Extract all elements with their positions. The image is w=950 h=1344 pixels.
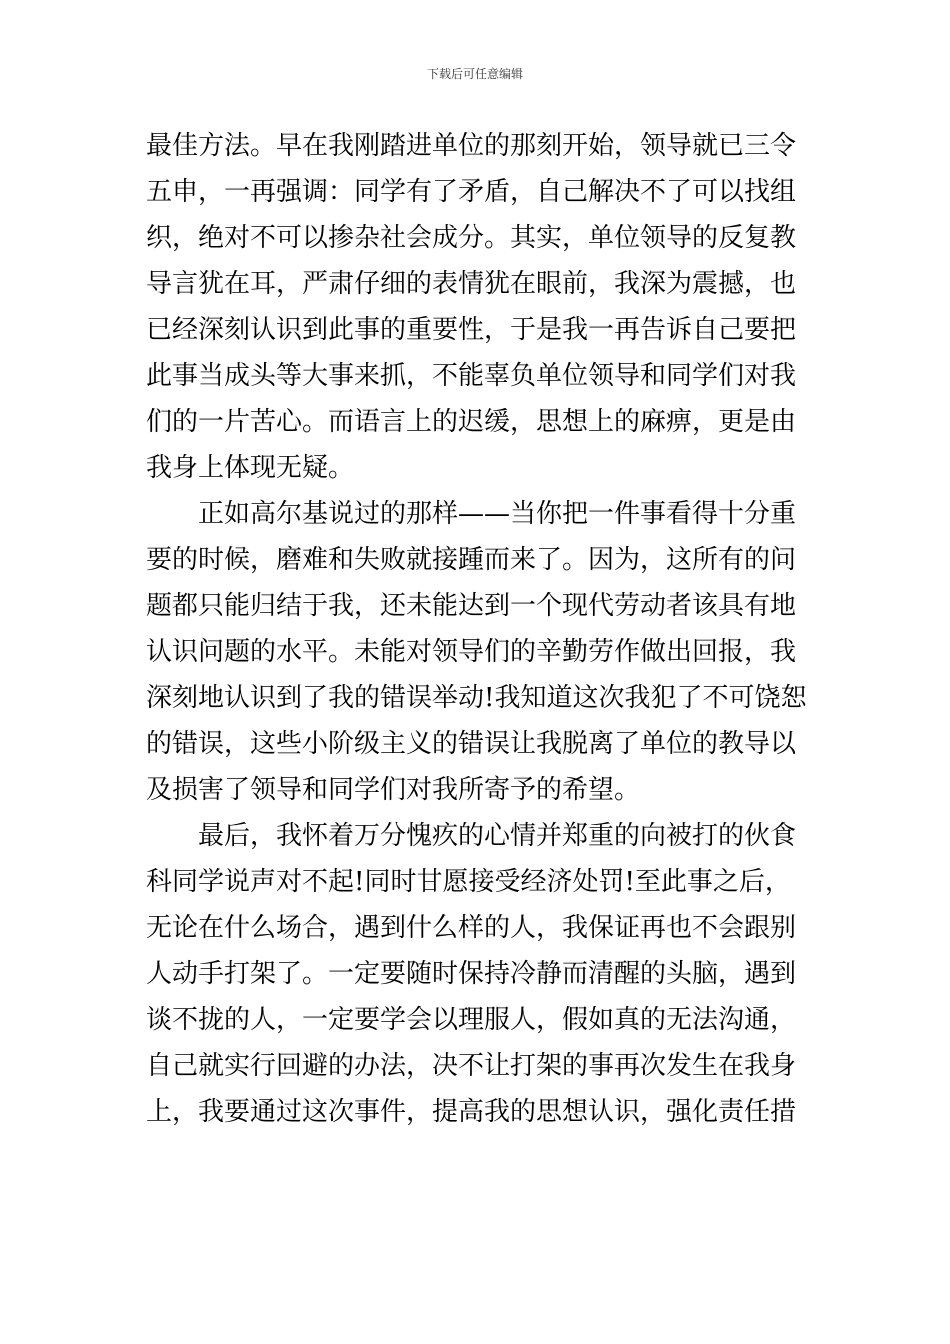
text-line: 已经深刻认识到此事的重要性，于是我一再告诉自己要把 [146,315,797,345]
text-line: 及损害了领导和同学们对我所寄予的希望。 [146,775,641,805]
text-line: 我身上体现无疑。 [146,453,355,483]
text-line: 织，绝对不可以掺杂社会成分。其实，单位领导的反复教 [146,223,797,253]
text-line: 自己就实行回避的办法，决不让打架的事再次发生在我身 [146,1051,797,1081]
text-line: 导言犹在耳，严肃仔细的表情犹在眼前，我深为震撼，也 [146,269,797,299]
text-line: 五申，一再强调：同学有了矛盾，自己解决不了可以找组 [146,177,797,207]
text-line: 深刻地认识到了我的错误举动!我知道这次我犯了不可饶恕 [146,683,807,713]
text-line: 最佳方法。早在我刚踏进单位的那刻开始，领导就已三令 [146,131,797,161]
text-line: 们的一片苦心。而语言上的迟缓，思想上的麻痹，更是由 [146,407,797,437]
text-line: 此事当成头等大事来抓，不能辜负单位领导和同学们对我 [146,361,797,391]
text-line: 正如高尔基说过的那样——当你把一件事看得十分重 [146,499,797,529]
text-line: 人动手打架了。一定要随时保持冷静而清醒的头脑，遇到 [146,959,797,989]
text-line: 题都只能归结于我，还未能达到一个现代劳动者该具有地 [146,591,797,621]
text-line: 上，我要通过这次事件，提高我的思想认识，强化责任措 [146,1097,797,1127]
text-line: 的错误，这些小阶级主义的错误让我脱离了单位的教导以 [146,729,797,759]
page-header: 下载后可任意编辑 [426,67,523,81]
text-line: 认识问题的水平。未能对领导们的辛勤劳作做出回报，我 [146,637,797,667]
text-line: 要的时候，磨难和失败就接踵而来了。因为，这所有的问 [146,545,797,575]
text-line: 最后，我怀着万分愧疚的心情并郑重的向被打的伙食 [146,821,797,851]
document-body [146,127,806,1139]
text-line: 无论在什么场合，遇到什么样的人，我保证再也不会跟别 [146,913,797,943]
text-line: 谈不拢的人，一定要学会以理服人，假如真的无法沟通， [146,1005,797,1035]
text-line: 科同学说声对不起!同时甘愿接受经济处罚!至此事之后， [146,867,791,897]
